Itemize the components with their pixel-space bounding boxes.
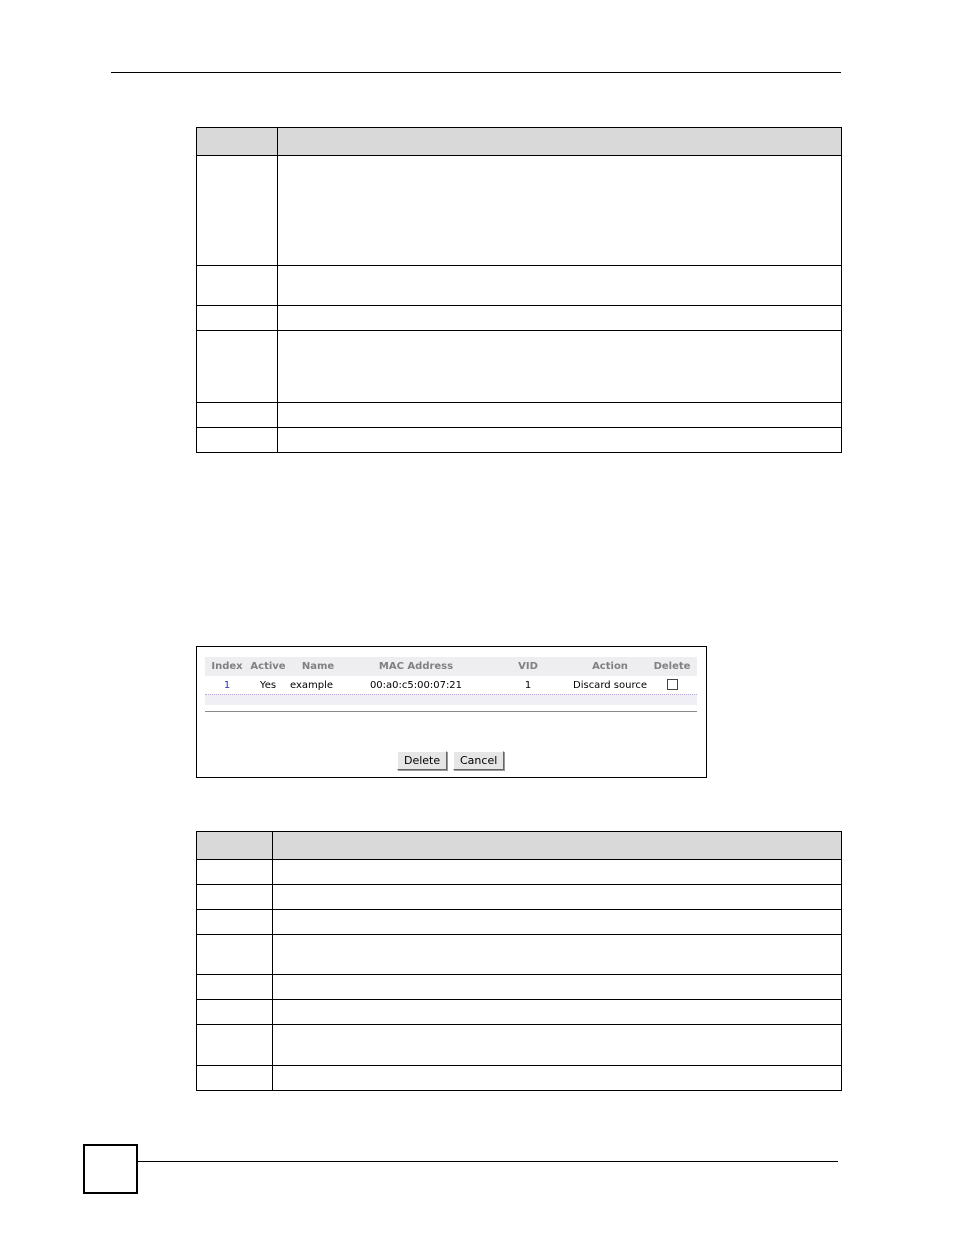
table-row (197, 975, 842, 1000)
mac-filter-table (205, 657, 697, 694)
action-cell: Discard source (573, 679, 647, 691)
cancel-button[interactable]: Cancel (453, 751, 504, 770)
footer-rule (138, 1161, 838, 1162)
static-mac-filter-screenshot (196, 646, 707, 778)
column-header-name: Name (287, 657, 349, 676)
page-number-box (83, 1144, 138, 1194)
field-description-table-1 (196, 127, 842, 453)
table-row (197, 331, 842, 403)
column-header-delete: Delete (647, 657, 697, 676)
mac-filter-header-row (205, 657, 697, 676)
vid-cell: 1 (524, 679, 532, 691)
table-row (197, 860, 842, 885)
table-header-row (197, 832, 842, 860)
table-row (197, 910, 842, 935)
delete-button[interactable]: Delete (397, 751, 447, 770)
mac-address-cell: 00:a0:c5:00:07:21 (369, 679, 463, 691)
table-row (197, 306, 842, 331)
table-row (197, 403, 842, 428)
field-description-table-2 (196, 831, 842, 1091)
table-row (197, 935, 842, 975)
column-header-mac-address: MAC Address (349, 657, 483, 676)
table-footer-band (205, 694, 697, 705)
table-row (197, 1000, 842, 1025)
delete-checkbox[interactable] (667, 679, 678, 690)
separator-line (205, 711, 697, 712)
table-row (197, 156, 842, 266)
table-row (197, 428, 842, 453)
column-header-index: Index (205, 657, 249, 676)
table-row (205, 676, 697, 694)
column-header-active: Active (249, 657, 287, 676)
table-row (197, 1066, 842, 1091)
column-header-vid: VID (483, 657, 573, 676)
active-cell: Yes (259, 679, 277, 691)
name-cell: example (290, 679, 334, 691)
table-row (197, 1025, 842, 1066)
table-header-row (197, 128, 842, 156)
header-rule (111, 72, 841, 73)
table-row (197, 266, 842, 306)
index-link[interactable]: 1 (223, 679, 231, 691)
table-row (197, 885, 842, 910)
column-header-action: Action (573, 657, 647, 676)
